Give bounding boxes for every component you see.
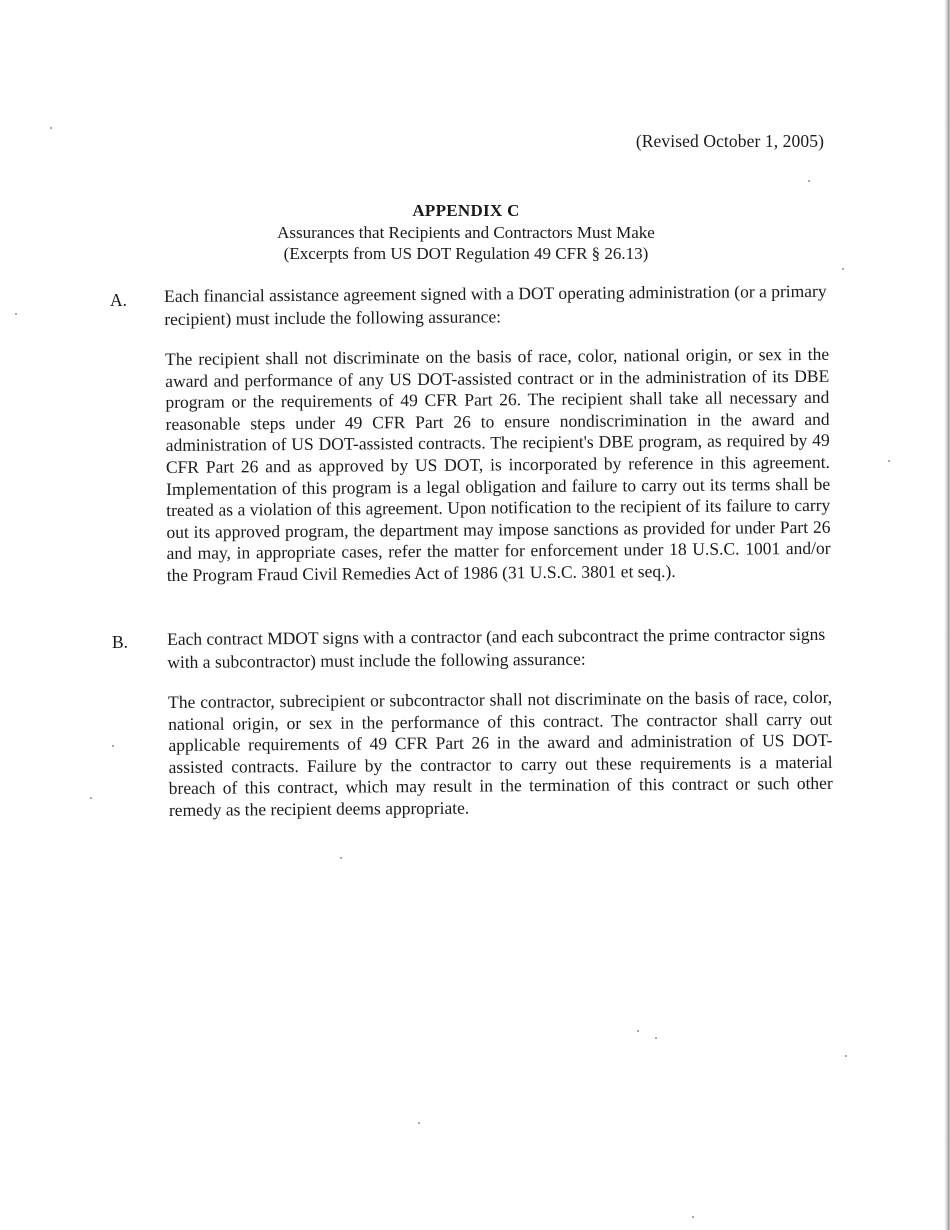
scan-speck: [692, 1216, 694, 1218]
scan-speck: [637, 1030, 639, 1032]
scan-edge-shadow: [944, 0, 950, 1230]
appendix-title: APPENDIX C: [412, 201, 520, 220]
scan-speck: [842, 268, 844, 270]
revision-date: (Revised October 1, 2005): [635, 131, 824, 151]
scan-speck: [808, 180, 810, 182]
scan-speck: [418, 1122, 420, 1124]
section-a-intro: Each financial assistance agreement signed with a DOT operating administration (or a primary recipient) must include the following assurance:: [164, 280, 827, 329]
section-a-letter: A.: [110, 290, 128, 310]
section-b-assurance: The contractor, subrecipient or subcontractor shall not discriminate on the basis of race, color, national origin, or sex in the performance of this contract. The contractor shall carry out applicable requirements of 49 CFR Part 26 in the award and administration of US DOT-assisted contracts. Failure by the contractor to carry out these requirements is a material breach of this contract, which may result in the termination of this contract or such other remedy as the recipient deems appropriate.: [168, 686, 833, 820]
section-a-assurance: The recipient shall not discriminate on the basis of race, color, national origin, or sex in the award and performance of any US DOT-assisted contract or in the administration of its DBE program or the requirements of 49 CFR Part 26. The recipient shall take all necessary and reasonable steps under 49 CFR Part 26 to ensure nondiscrimination in the award and administration of US DOT-assisted contracts. The recipient's DBE program, as required by 49 CFR Part 26 and as approved by US DOT, is incorporated by reference in this agreement. Implementation of this program is a legal obligation and failure to carry out its terms shall be treated as a violation of this agreement. Upon notification to the recipient of its failure to carry out its approved program, the department may impose sanctions as provided for under Part 26 and may, in appropriate cases, refer the matter for enforcement under 18 U.S.C. 1001 and/or the Program Fraud Civil Remedies Act of 1986 (31 U.S.C. 3801 et seq.).: [165, 343, 831, 585]
scan-speck: [90, 797, 92, 799]
section-b-intro: Each contract MDOT signs with a contractor (and each subcontract the prime contractor signs with a subcontractor) must include the following assurance:: [167, 623, 826, 672]
scan-speck: [15, 313, 17, 315]
appendix-subtitle: Assurances that Recipients and Contractors Must Make: [277, 223, 655, 242]
appendix-citation: (Excerpts from US DOT Regulation 49 CFR § 26.13): [283, 244, 649, 263]
scan-speck: [655, 1037, 657, 1039]
scan-speck: [50, 127, 52, 129]
scan-speck: [888, 460, 890, 462]
scan-speck: [845, 1055, 847, 1057]
section-b-letter: B.: [112, 632, 129, 652]
scan-speck: [112, 745, 114, 747]
scan-speck: [340, 857, 342, 859]
appendix-heading: [0, 200, 932, 264]
